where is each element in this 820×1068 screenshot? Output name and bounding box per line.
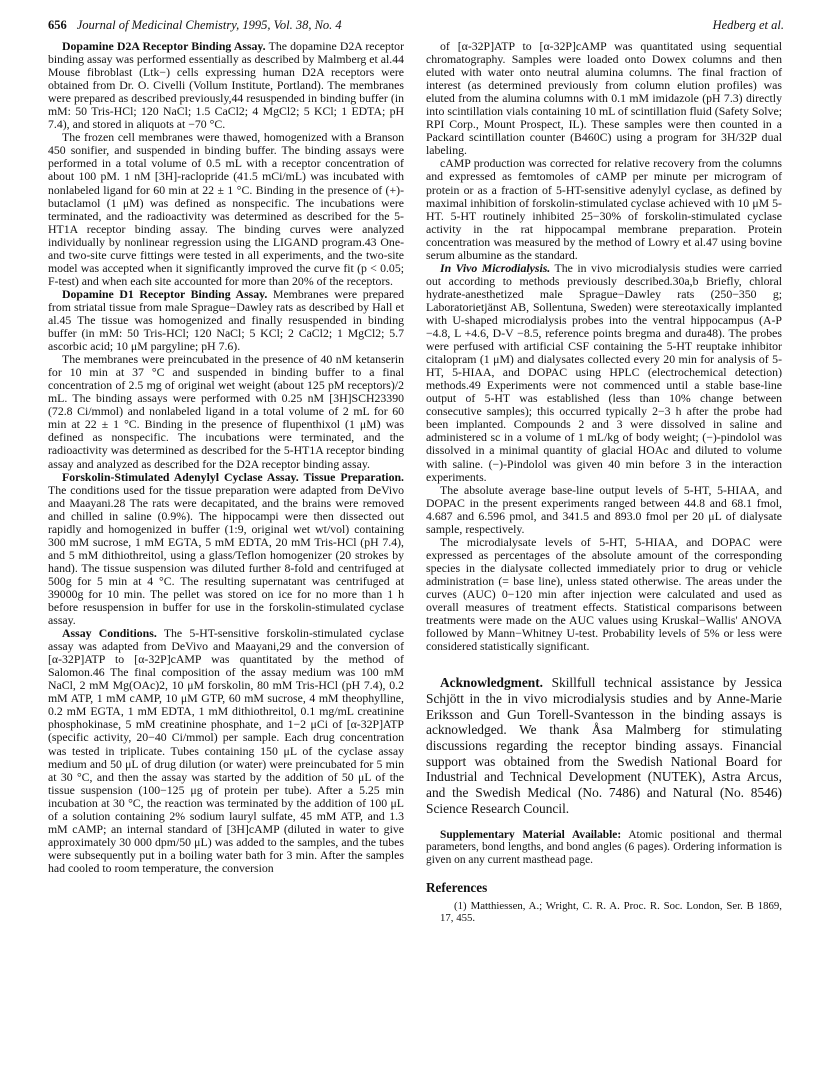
paragraph [48, 131, 404, 288]
paragraph-text: The 5-HT-sensitive forskolin-stimulated cyclase assay was adapted from DeVivo and Maayani,29 and the conversion of [α-32P]ATP to [α-32P]cAMP was quantitated by the method of Salomon.46 The final composition of the assay medium was 100 mM NaCl, 2 mM Mg(OAc)2, 10 μM forskolin, 80 mM Tris-HCl (pH 7.4), 0.2 mM ATP, 1 mM cAMP, 10 μM GTP, 60 mM sucrose, 4 mM theophylline, 0.2 mM EGTA, 1 mM EDTA, 1 mM dithiothreitol, 0.1 mg/mL creatinine phosphokinase, 5 mM creatinine phosphate, and 1−2 μCi of [α-32P]ATP (specific activity, 20−40 Ci/mmol) per sample. Each drug concentration was tested in triplicate. Tubes containing 150 μL of the cyclase assay medium and 50 μL of drug dilution (or water) were preincubated for 5 min at 30 °C, and then the assay was started by the addition of 50 μL of the tissue suspension (100−125 μg of protein per tube). After a 5.25 min incubation at 30 °C, the reaction was terminated by the addition of 100 μL of a solution containing 2% sodium lauryl sulfate, 45 mM ATP, and 1.3 mM cAMP; an internal standard of [3H]cAMP (diluted in water to give approximately 30 000 dpm/50 μL) was added to the samples, and the tubes were subsequently put in a boiling water bath for 3 min. After the samples had cooled to room temperature, the conversion [48, 626, 404, 875]
running-authors: Hedberg et al. [712, 18, 784, 32]
references-heading: References [426, 879, 488, 895]
supplementary-material [426, 829, 782, 867]
left-column [48, 40, 404, 875]
supplementary-heading: Supplementary Material Available: [440, 828, 622, 841]
paragraph [426, 157, 782, 261]
paragraph [48, 627, 404, 875]
section-heading: Forskolin-Stimulated Adenylyl Cyclase Assay. Tissue Preparation. [62, 469, 404, 484]
section-heading: Assay Conditions. [62, 626, 157, 641]
paragraph [426, 484, 782, 536]
reference-item [426, 900, 782, 925]
paragraph-text: of [α-32P]ATP to [α-32P]cAMP was quantitated using sequential chromatography. Samples were loaded onto Dowex columns and then eluted with water onto neutral alumina columns. The final fraction of interest (as determined previously from column elution profiles) was eluted from the alumina columns with 0.1 mM imidazole (pH 7.3) directly into scintillation vials containing 10 mL of scintillation fluid (Safety Solve; RPI Corp., Mount Prospect, IL). These samples were then counted in a Packard scintillation counter (B460C) using a program for 3H/32P dual labeling. [426, 39, 782, 158]
acknowledgment-text: Skillfull technical assistance by Jessica Schjött in the in vivo microdialysis studies and by Anne-Marie Eriksson and Gun Torell-Svantesson in the binding assays is acknowledged. We thank Åsa Malmberg for stimulating discussions regarding the receptor binding assays. Financial support was obtained from the Swedish National Board for Industrial and Technical Development (NUTEK), Astra Arcus, and the Swedish Medical (No. 7486) and Natural (No. 8546) Science Research Council. [426, 675, 782, 816]
page-number: 656 [48, 18, 67, 32]
paragraph-text: The membranes were preincubated in the presence of 40 nM ketanserin for 10 min at 37 °C and suspended in binding buffer to a final concentration of 2.5 mg of original wet weight (about 125 pM receptors)/2 mL. The binding assays were performed with 0.25 nM [3H]SCH23390 (72.8 Ci/mmol) and nonlabeled ligand in a total volume of 2 mL for 60 min at 22 ± 1 °C. Binding in the presence of flupenthixol (1 μM) was defined as nonspecific. The incubations were terminated, and the radioactivity was determined as described for the 5-HT1A receptor binding assay and analyzed as described for the D2A receptor binding assay. [48, 352, 404, 471]
paragraph [426, 536, 782, 653]
paragraph-text: Membranes were prepared from striatal tissue from male Sprague−Dawley rats as described by Hall et al.45 The tissue was homogenized and finally resuspended in binding buffer (in mM: 50 Tris-HCl; 120 NaCl; 5 KCl; 2 CaCl2; 1 MgCl2; 5.7 ascorbic acid; 10 μM pargyline; pH 7.6). [48, 286, 405, 354]
section-heading: Dopamine D1 Receptor Binding Assay. [62, 286, 268, 301]
paragraph-text: The absolute average base-line output levels of 5-HT, 5-HIAA, and DOPAC in the present experiments ranged between 44.8 and 68.1 fmol, 4.687 and 6.596 pmol, and 341.5 and 893.0 fmol per 20 μL of dialysate sample, respectively. [426, 482, 782, 536]
paragraph-text: The microdialysate levels of 5-HT, 5-HIAA, and DOPAC were expressed as percentages of the absolute amount of the corresponding species in the dialysate collected immediately prior to drug or vehicle administration (= base line), unless stated otherwise. The areas under the curves (AUC) 0−120 min after injection were calculated and used as overall measures of treatment effects. Statistical comparisons between treatments were made on the AUC values using Kruskal−Wallis' ANOVA followed by Mann−Whitney U-test. Probability levels of 5% or less were considered statistically significant. [426, 534, 782, 654]
reference-text: Matthiessen, A.; Wright, C. R. A. Proc. R. Soc. London, Ser. B 1869, 17, 455. [440, 899, 782, 925]
section-heading: In Vivo Microdialysis. [440, 260, 551, 275]
acknowledgment-heading: Acknowledgment. [440, 675, 544, 691]
paragraph-text: The frozen cell membranes were thawed, homogenized with a Branson 450 sonifier, and suspended in binding buffer. The binding assays were performed in a total volume of 0.5 mL with a receptor concentration of about 100 pM. 1 nM [3H]-raclopride (41.5 mCi/mL) was incubated with nonlabeled ligand for 60 min at 22 ± 1 °C. Binding in the presence of (+)-butaclamol (1 μM) was defined as nonspecific. The incubations were terminated, and the radioactivity was determined as described for the 5-HT1A receptor binding assay. The binding curves were analyzed individually by nonlinear regression using the LIGAND program.43 One- and two-site curve fittings were tested in all experiments, and the two-site model was accepted when it significantly improved the curve fit (p < 0.05; F-test) and when each site accounted for more than 20% of the receptors. [48, 130, 404, 288]
paragraph [426, 262, 782, 484]
paragraph-text: The dopamine D2A receptor binding assay was performed essentially as described by Malmberg et al.44 Mouse fibroblast (Ltk−) cells expressing human D2A receptors were obtained from Dr. O. Civelli (Vollum Institute, Portland). The membranes were prepared as described previously,44 resuspended in binding buffer (in mM: 50 Tris-HCl; 120 NaCl; 1.5 CaCl2; 4 MgCl2; 5 KCl; 1 EDTA; pH 7.4), and stored in aliquots at −70 °C. [48, 39, 404, 132]
paragraph-text: cAMP production was corrected for relative recovery from the columns and expressed as femtomoles of cAMP per minute per microgram of protein or as a fraction of 5-HT-sensitive adenylyl cyclase, as defined by maximal inhibition of forskolin-stimulated cyclase achieved with 10 μM 5-HT. 5-HT routinely inhibited 25−30% of forskolin-stimulated cyclase activity in the rat hippocampal membrane preparation. Protein concentration was measured by the method of Lowry et al.47 using bovine serum albumine as the standard. [426, 156, 782, 262]
reference-number: (1) [454, 899, 467, 912]
supplementary-text: Atomic positional and thermal parameters, bond lengths, and bond angles (6 pages). Ordering information is given on any current masthead page. [426, 828, 783, 867]
paragraph [48, 471, 404, 628]
paragraph [48, 40, 404, 131]
paragraph [48, 288, 404, 353]
paragraph [426, 40, 782, 157]
paragraph [48, 353, 404, 470]
journal-citation: Journal of Medicinal Chemistry, 1995, Vol. 38, No. 4 [76, 18, 342, 32]
page-header [48, 18, 784, 36]
paragraph-text: The conditions used for the tissue preparation were adapted from DeVivo and Maayani.28 The rats were decapitated, and the brains were removed and chilled in saline (0.9%). The hippocampi were then dissected out rapidly and homogenized in buffer (1:9, original wet wt/vol) containing 300 mM sucrose, 1 mM EGTA, 5 mM EDTA, 20 mM Tris-HCl (pH 7.4), and 5 mM dithiothreitol, using a glass/Teflon homogenizer (20 strokes by hand). The tissue suspension was diluted further 8-fold and centrifuged at 500g for 5 min at 4 °C. The resulting supernatant was centrifuged at 39000g for 10 min. The pellet was stored on ice for no more than 1 h before resuspension in buffer for use in the forskolin-stimulated cyclase assay. [48, 482, 404, 628]
right-column [426, 40, 782, 925]
section-heading: Dopamine D2A Receptor Binding Assay. [62, 39, 266, 53]
paragraph-text: The in vivo microdialysis studies were carried out according to methods previously described.30a,b Briefly, chloral hydrate-anesthetized male Sprague−Dawley rats (250−350 g; Laboratorietjänst AB, Sollentuna, Sweden) were stereotaxically implanted with U-shaped microdialysis probes into the ventral hippocampus (A-P −4.8, L +4.6, D-V −8.5, reference points bregma and dura48). The probes were perfused with artificial CSF containing the 5-HT reuptake inhibitor citalopram (1 μM) and dialysates collected every 20 min for analysis of 5-HT, 5-HIAA, and DOPAC using HPLC (electrochemical detection) methods.49 Experiments were not commenced until a stable base-line output of 5-HT was established (less than 10% change between consecutive samples); this occurred typically 2−3 h after the probe had been implanted. Compounds 2 and 3 were dissolved in saline and administered sc in a volume of 1 mL/kg of body weight; (−)-pindolol was dissolved in a minimal quantity of glacial HOAc and diluted to volume with saline. (−)-Pindolol was given 40 min before 3 in the interaction experiments. [426, 260, 782, 484]
acknowledgment [426, 675, 782, 816]
